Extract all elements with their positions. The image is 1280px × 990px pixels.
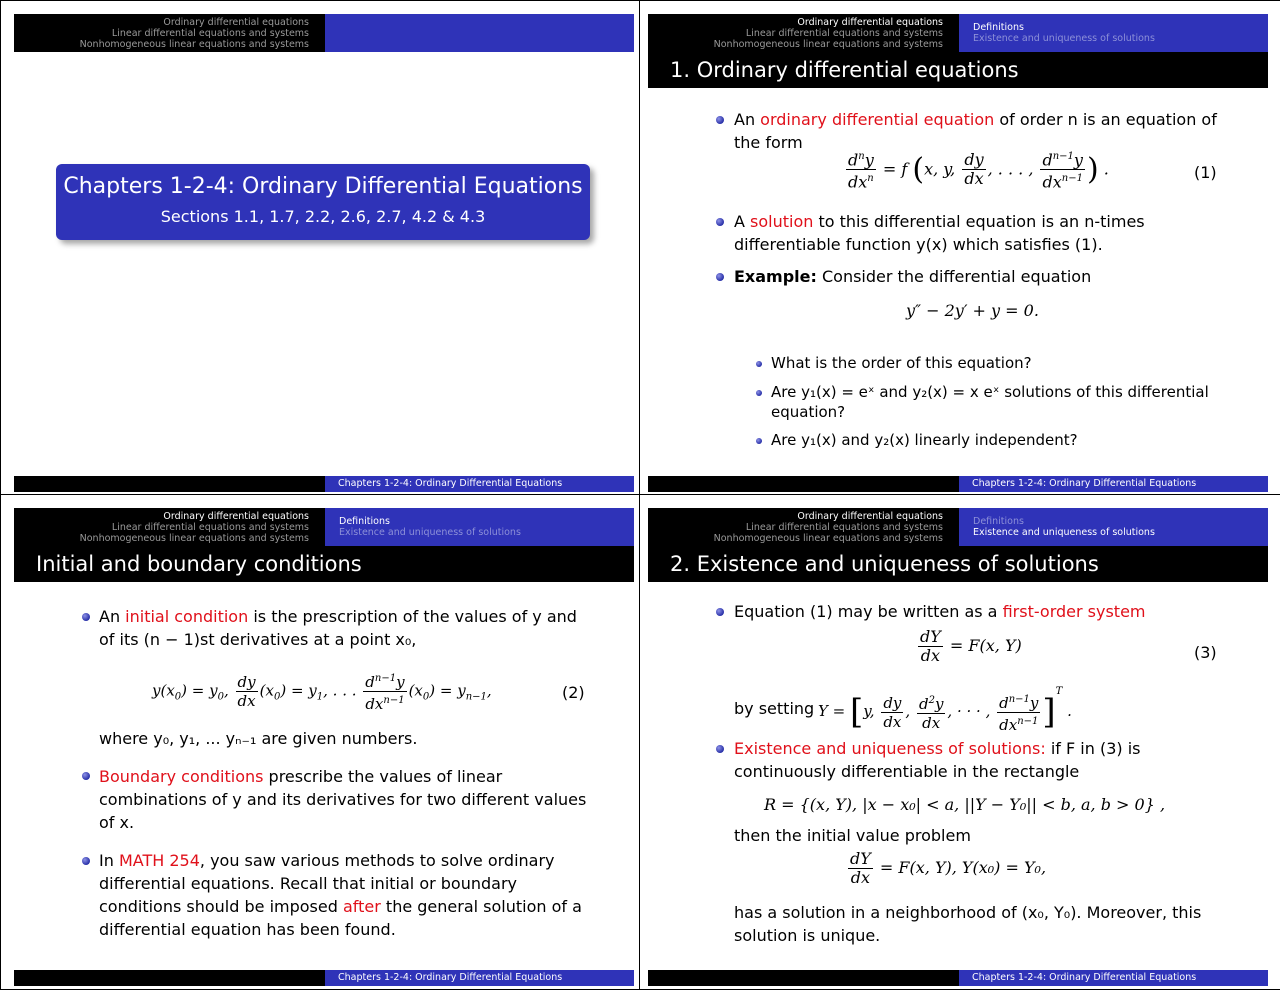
footer-title: Chapters 1-2-4: Ordinary Differential Equations	[959, 970, 1268, 986]
slide-1	[14, 14, 634, 492]
bullet-text: An initial condition is the prescription of the values of y and	[99, 607, 577, 626]
bullet-icon	[82, 857, 90, 865]
nav-item[interactable]: Nonhomogeneous linear equations and systems	[713, 533, 943, 544]
then-text: then the initial value problem	[734, 826, 971, 845]
sub-bullet-icon	[756, 438, 762, 444]
slide-footer	[14, 476, 634, 492]
example-equation: y″ − 2y′ + y = 0.	[906, 301, 1039, 320]
sub-bullet-text: Are y₁(x) = eˣ and y₂(x) = x eˣ solutions of this differential	[771, 383, 1209, 401]
bullet-text: combinations of y and its derivatives for two different values	[99, 790, 587, 809]
conclusion-text: solution is unique.	[734, 926, 881, 945]
header-nav-right	[325, 508, 634, 546]
bullet-text: differential equations. Recall that initial or boundary	[99, 874, 518, 893]
nav-item[interactable]: Ordinary differential equations	[797, 17, 943, 28]
header-nav-left	[648, 14, 959, 52]
bullet-text: conditions should be imposed after the general solution of a	[99, 897, 582, 916]
header-nav-right	[325, 14, 634, 52]
slide-3	[14, 508, 634, 986]
nav-item[interactable]: Nonhomogeneous linear equations and systems	[79, 39, 309, 50]
slide-2	[648, 14, 1268, 492]
nav-item[interactable]: Definitions	[973, 516, 1024, 527]
sub-bullet-text: equation?	[771, 403, 846, 421]
rectangle-definition: R = {(x, Y), |x − x₀| < a, ||Y − Y₀|| < b, a, b > 0} ,	[764, 795, 1166, 814]
bullet-icon	[82, 772, 90, 780]
equation-3: $\frac{dY}{dx}$ = F(x, Y)	[920, 627, 1022, 665]
nav-item[interactable]: Existence and uniqueness of solutions	[973, 33, 1155, 44]
slide-header	[14, 508, 634, 546]
equation-number: (3)	[1194, 643, 1217, 662]
equation-number: (1)	[1194, 163, 1217, 182]
where-text: where y₀, y₁, ... yₙ₋₁ are given numbers.	[99, 729, 418, 748]
header-nav-left	[14, 508, 325, 546]
equation-1: $\frac{d^ny}{dx^n}$ = f (x, y, $\frac{dy}{dx}$ , . . . , $\frac{d^{n-1}y}{dx^{n-1}}$ ) .	[844, 148, 1109, 192]
slide-header	[648, 14, 1268, 52]
bullet-text: continuously differentiable in the rectangle	[734, 762, 1080, 781]
bullet-icon	[716, 745, 724, 753]
bullet-text: of its (n − 1)st derivatives at a point x₀,	[99, 630, 417, 649]
divider-horizontal	[0, 494, 1280, 495]
bullet-text: A solution to this differential equation is an n-times	[734, 212, 1145, 231]
equation-2: $y(x_0) = y_0$, $\frac{dy}{dx}$ $(x_0) = y_1$, . . . $\frac{d^{n-1}y}{dx^{n-1}}$ $(x_0) = y_{n-1}$,	[152, 670, 492, 713]
nav-item[interactable]: Linear differential equations and systems	[111, 28, 309, 39]
equation-number: (2)	[562, 683, 585, 702]
presentation-title: Chapters 1-2-4: Ordinary Differential Equations	[63, 174, 583, 199]
bullet-text: the form	[734, 133, 803, 152]
vector-definition: Y = [y, $\frac{dy}{dx}$ , $\frac{d^2y}{dx}$ , · · · , $\frac{d^{n-1}y}{dx^{n-1}}$ ]$^T$ .	[818, 686, 1072, 734]
nav-item[interactable]: Existence and uniqueness of solutions	[973, 527, 1155, 538]
slide-header	[648, 508, 1268, 546]
bullet-text: of x.	[99, 813, 135, 832]
bullet-text: Existence and uniqueness of solutions: if F in (3) is	[734, 739, 1141, 758]
header-nav-left	[14, 14, 325, 52]
bullet-text: differentiable function y(x) which satisfies (1).	[734, 235, 1103, 254]
bullet-icon	[716, 218, 724, 226]
nav-item[interactable]: Linear differential equations and systems	[745, 522, 943, 533]
title-box	[56, 164, 590, 240]
sub-bullet-icon	[756, 361, 762, 367]
frame-title: 2. Existence and uniqueness of solutions	[648, 546, 1268, 582]
bullet-text: differential equation has been found.	[99, 920, 396, 939]
header-nav-right	[959, 508, 1268, 546]
frame-title: Initial and boundary conditions	[14, 546, 634, 582]
bullet-icon	[716, 273, 724, 281]
initial-value-problem: $\frac{dY}{dx}$ = F(x, Y), Y(x₀) = Y₀,	[850, 849, 1047, 887]
nav-item[interactable]: Definitions	[973, 22, 1024, 33]
frame-title: 1. Ordinary differential equations	[648, 52, 1268, 88]
slide-footer	[14, 970, 634, 986]
footer-title: Chapters 1-2-4: Ordinary Differential Equations	[325, 970, 634, 986]
bullet-text: In MATH 254, you saw various methods to solve ordinary	[99, 851, 555, 870]
bullet-text: Example: Consider the differential equation	[734, 267, 1092, 286]
nav-item[interactable]: Ordinary differential equations	[163, 511, 309, 522]
header-nav-right	[959, 14, 1268, 52]
nav-item[interactable]: Linear differential equations and systems	[111, 522, 309, 533]
header-nav-left	[648, 508, 959, 546]
slide-footer	[648, 476, 1268, 492]
nav-item[interactable]: Definitions	[339, 516, 390, 527]
sub-bullet-text: What is the order of this equation?	[771, 354, 1032, 372]
bullet-icon	[716, 116, 724, 124]
bullet-text: An ordinary differential equation of order n is an equation of	[734, 110, 1217, 129]
footer-title: Chapters 1-2-4: Ordinary Differential Equations	[959, 476, 1268, 492]
sub-bullet-icon	[756, 390, 762, 396]
slide-header	[14, 14, 634, 52]
bullet-icon	[716, 608, 724, 616]
nav-item[interactable]: Nonhomogeneous linear equations and systems	[79, 533, 309, 544]
bullet-icon	[82, 613, 90, 621]
sub-bullet-text: Are y₁(x) and y₂(x) linearly independent?	[771, 431, 1078, 449]
footer-title: Chapters 1-2-4: Ordinary Differential Equations	[325, 476, 634, 492]
bullet-text: Boundary conditions prescribe the values of linear	[99, 767, 503, 786]
presentation-subtitle: Sections 1.1, 1.7, 2.2, 2.6, 2.7, 4.2 & 4.3	[160, 207, 486, 226]
slide-footer	[648, 970, 1268, 986]
by-setting-text: by setting	[734, 699, 815, 718]
nav-item[interactable]: Ordinary differential equations	[163, 17, 309, 28]
nav-item[interactable]: Nonhomogeneous linear equations and systems	[713, 39, 943, 50]
nav-item[interactable]: Ordinary differential equations	[797, 511, 943, 522]
nav-item[interactable]: Linear differential equations and systems	[745, 28, 943, 39]
bullet-text: Equation (1) may be written as a first-order system	[734, 602, 1146, 621]
nav-item[interactable]: Existence and uniqueness of solutions	[339, 527, 521, 538]
slide-4	[648, 508, 1268, 986]
conclusion-text: has a solution in a neighborhood of (x₀, Y₀). Moreover, this	[734, 903, 1202, 922]
